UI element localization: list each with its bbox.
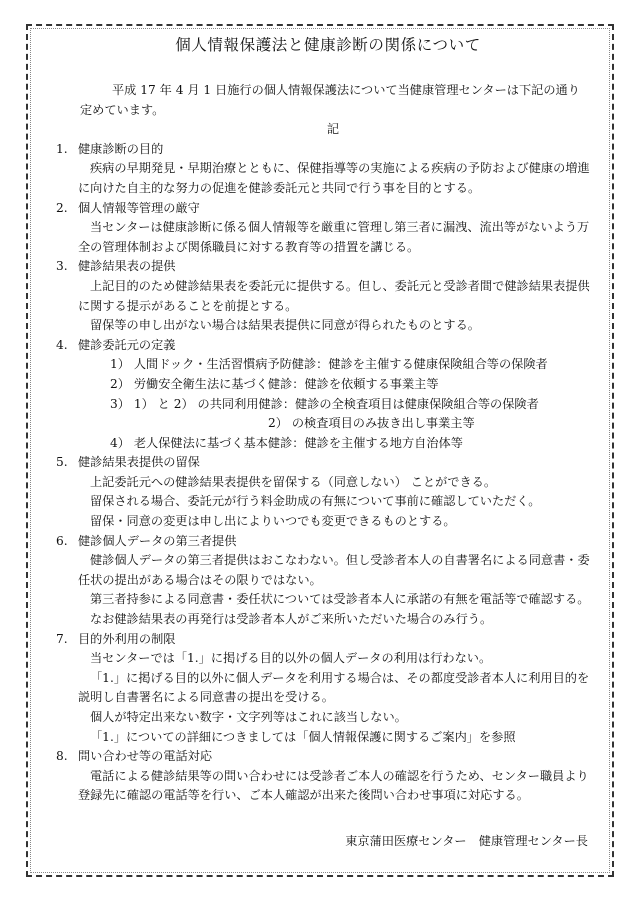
- section-paragraph: 留保・同意の変更は申し出によりいつでも変更できるものとする。: [90, 514, 456, 529]
- section-paragraph: 個人が特定出来ない数字・文字列等はこれに該当しない。: [90, 710, 407, 724]
- definition-item-continued: 2） の検査項目のみ抜き出し事業主等: [268, 416, 475, 431]
- section-number: 2.: [56, 200, 68, 215]
- section-heading: [56, 453, 590, 473]
- section-heading: [56, 140, 590, 160]
- section-paragraph: なお健診結果表の再発行は受診者本人がご来所いただいた場合のみ行う。: [90, 612, 493, 627]
- section-heading: [56, 532, 590, 552]
- section-number: 1.: [56, 141, 68, 156]
- section-title: 健診結果表提供の留保: [78, 455, 200, 470]
- section-number: 4.: [56, 337, 68, 352]
- definition-item: 2） 労働安全衛生法に基づく健診：健診を依頼する事業主等: [110, 376, 439, 391]
- section-title: 問い合わせ等の電話対応: [78, 749, 213, 764]
- section-paragraph: 当センターは健康診断に係る個人情報等を厳重に管理し第三者に漏洩、流出等がないよう万全の管理体制および関係職員に対する教育等の措置を講じる。: [78, 220, 590, 254]
- section-paragraph: 健診個人データの第三者提供はおこなわない。但し受診者本人の自書署名による同意書・委任状の提出がある場合はその限りではない。: [78, 553, 590, 587]
- section-number: 6.: [56, 533, 68, 548]
- section-paragraph: 当センターでは「1.」に掲げる目的以外の個人データの利用は行わない。: [90, 651, 492, 666]
- section-3: [56, 257, 590, 335]
- section-heading: [56, 630, 590, 650]
- section-6: [56, 532, 590, 630]
- section-heading: [56, 336, 590, 356]
- section-title: 健診委託元の定義: [78, 337, 176, 352]
- definition-item: 1） 人間ドック・生活習慣病予防健診：健診を主催する健康保険組合等の保険者: [110, 357, 548, 372]
- section-5: [56, 453, 590, 531]
- section-paragraph: 上記目的のため健診結果表を委託元に提供する。但し、委託元と受診者間で健診結果表提供に関する提示があることを前提とする。: [78, 278, 590, 313]
- section-paragraph: 電話による健診結果等の問い合わせには受診者ご本人の確認を行うため、センター職員より登録先に確認の電話等を行い、ご本人確認が出来た後問い合わせ事項に対応する。: [78, 768, 589, 803]
- section-paragraph: 留保される場合、委託元が行う料金助成の有無について事前に確認していただく。: [90, 494, 541, 509]
- document-body: [56, 34, 590, 852]
- section-title: 健診個人データの第三者提供: [78, 533, 237, 548]
- definition-item: 3） 1） と 2） の共同利用健診：健診の全検査項目は健康保険組合等の保険者: [110, 396, 539, 411]
- section-title: 個人情報等管理の厳守: [78, 200, 200, 215]
- document-title: 個人情報保護法と健康診断の関係について: [175, 36, 481, 54]
- section-paragraph: 疾病の早期発見・早期治療とともに、保健指導等の実施による疾病の予防および健康の増進に向けた自主的な努力の促進を健診委託元と共同で行う事を目的とする。: [78, 161, 590, 195]
- section-title: 健診結果表の提供: [78, 259, 176, 274]
- section-7: [56, 630, 590, 748]
- section-title: 健康診断の目的: [78, 141, 164, 156]
- section-paragraph: 第三者持参による同意書・委任状については受診者本人に承諾の有無を電話等で確認する。: [90, 592, 590, 607]
- section-1: [56, 140, 590, 199]
- section-number: 7.: [56, 631, 68, 646]
- ki-marker: 記: [326, 122, 340, 137]
- section-paragraph: 留保等の申し出がない場合は結果表提供に同意が得られたものとする。: [90, 318, 480, 333]
- section-number: 3.: [56, 259, 68, 274]
- section-4: [56, 336, 590, 454]
- section-title: 目的外利用の制限: [78, 631, 176, 646]
- section-2: [56, 199, 590, 258]
- section-number: 8.: [56, 749, 68, 764]
- section-heading: [56, 199, 590, 219]
- section-number: 5.: [56, 455, 68, 470]
- section-heading: [56, 747, 590, 767]
- section-paragraph: 上記委託元への健診結果表提供を留保する（同意しない） ことができる。: [90, 474, 497, 489]
- intro-paragraph: 平成 17 年 4 月 1 日施行の個人情報保護法について当健康管理センターは下記の通り定めています。: [80, 83, 580, 117]
- section-paragraph: 「1.」に掲げる目的以外に個人データを利用する場合は、その都度受診者本人に利用目的を説明し自書署名による同意書の提出を受ける。: [78, 670, 590, 705]
- section-8: [56, 747, 590, 806]
- signature: 東京蒲田医療センター 健康管理センター長: [345, 833, 588, 848]
- section-paragraph: 「1.」についての詳細につきましては「個人情報保護に関するご案内」を参照: [90, 729, 516, 744]
- section-heading: [56, 257, 590, 277]
- definition-item: 4） 老人保健法に基づく基本健診：健診を主催する地方自治体等: [110, 435, 463, 450]
